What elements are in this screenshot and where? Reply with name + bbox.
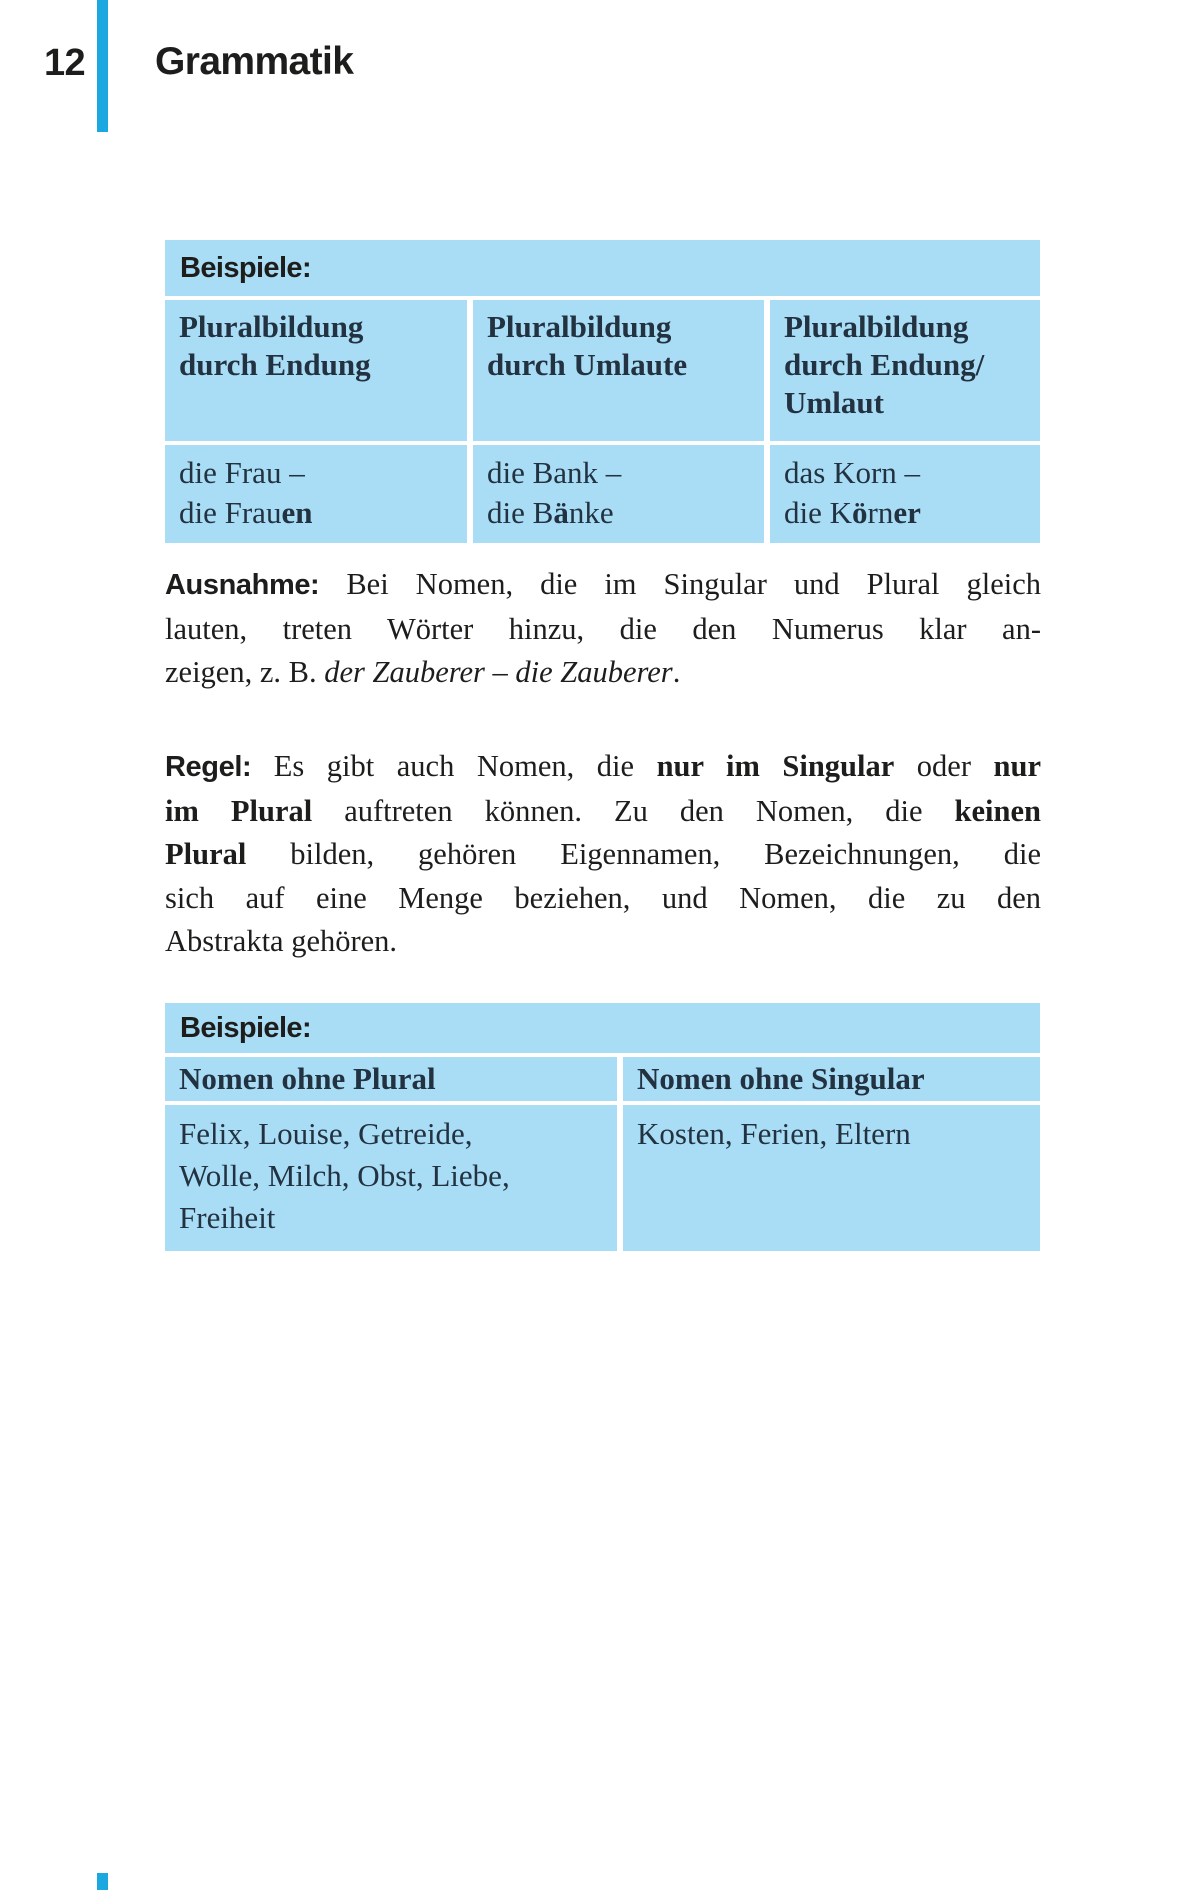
table-header-row xyxy=(165,300,1040,441)
text-line: das Korn – xyxy=(784,455,921,490)
table-row xyxy=(165,445,1040,543)
table-cell xyxy=(165,445,467,543)
text-line: zeigen, z. B. der Zauberer – die Zauberer. xyxy=(165,655,681,689)
text-line: im Plural auftreten können. Zu den Nomen, die keinen xyxy=(165,793,1041,828)
plural-formation-table xyxy=(165,240,1040,543)
column-header xyxy=(473,300,764,441)
text-line: Freiheit xyxy=(179,1200,276,1235)
text-line: durch Umlaute xyxy=(487,347,688,382)
table-header-row xyxy=(165,1057,1040,1101)
accent-bar-top xyxy=(97,0,108,132)
text-line: Wolle, Milch, Obst, Liebe, xyxy=(179,1158,510,1193)
text-line: die Frau – xyxy=(179,455,305,490)
table-row xyxy=(165,1105,1040,1251)
text-line: Regel: Es gibt auch Nomen, die nur im Singular oder nur xyxy=(165,749,1041,783)
text-line: die Frauen xyxy=(179,495,313,530)
text-line: die Körner xyxy=(784,495,921,530)
text-line: Plural bilden, gehören Eigennamen, Bezeichnungen, die xyxy=(165,837,1041,871)
table-title: Beispiele: xyxy=(165,1003,1040,1053)
column-header: Nomen ohne Singular xyxy=(623,1057,1040,1101)
page-title: Grammatik xyxy=(155,40,354,83)
text-line: Abstrakta gehören. xyxy=(165,924,398,958)
text-line: die Bank – xyxy=(487,455,622,490)
accent-bar-bottom xyxy=(97,1873,108,1890)
nouns-without-plural-singular-table xyxy=(165,1003,1040,1251)
text-line: Pluralbildung xyxy=(179,309,364,344)
text-line: Kosten, Ferien, Eltern xyxy=(637,1116,911,1151)
text-line: durch Endung xyxy=(179,347,371,382)
text-line: die Bänke xyxy=(487,495,614,530)
table-title: Beispiele: xyxy=(165,240,1040,296)
text-line: durch Endung/ xyxy=(784,347,985,382)
text-line: sich auf eine Menge beziehen, und Nomen, die zu den xyxy=(165,880,1041,915)
column-header: Nomen ohne Plural xyxy=(165,1057,617,1101)
table-cell xyxy=(473,445,764,543)
table-cell xyxy=(770,445,1040,543)
text-line: Ausnahme: Bei Nomen, die im Singular und Plural gleich xyxy=(165,567,1041,601)
text-line: Umlaut xyxy=(784,385,884,420)
regel-paragraph xyxy=(165,745,1041,964)
text-line: Pluralbildung xyxy=(784,309,969,344)
ausnahme-paragraph xyxy=(165,563,1041,695)
column-header xyxy=(165,300,467,441)
column-header xyxy=(770,300,1040,441)
table-cell xyxy=(165,1105,617,1251)
text-line: Pluralbildung xyxy=(487,309,672,344)
page-number: 12 xyxy=(44,42,86,84)
table-cell xyxy=(623,1105,1040,1251)
text-line: lauten, treten Wörter hinzu, die den Numerus klar an- xyxy=(165,611,1041,646)
text-line: Felix, Louise, Getreide, xyxy=(179,1116,473,1151)
